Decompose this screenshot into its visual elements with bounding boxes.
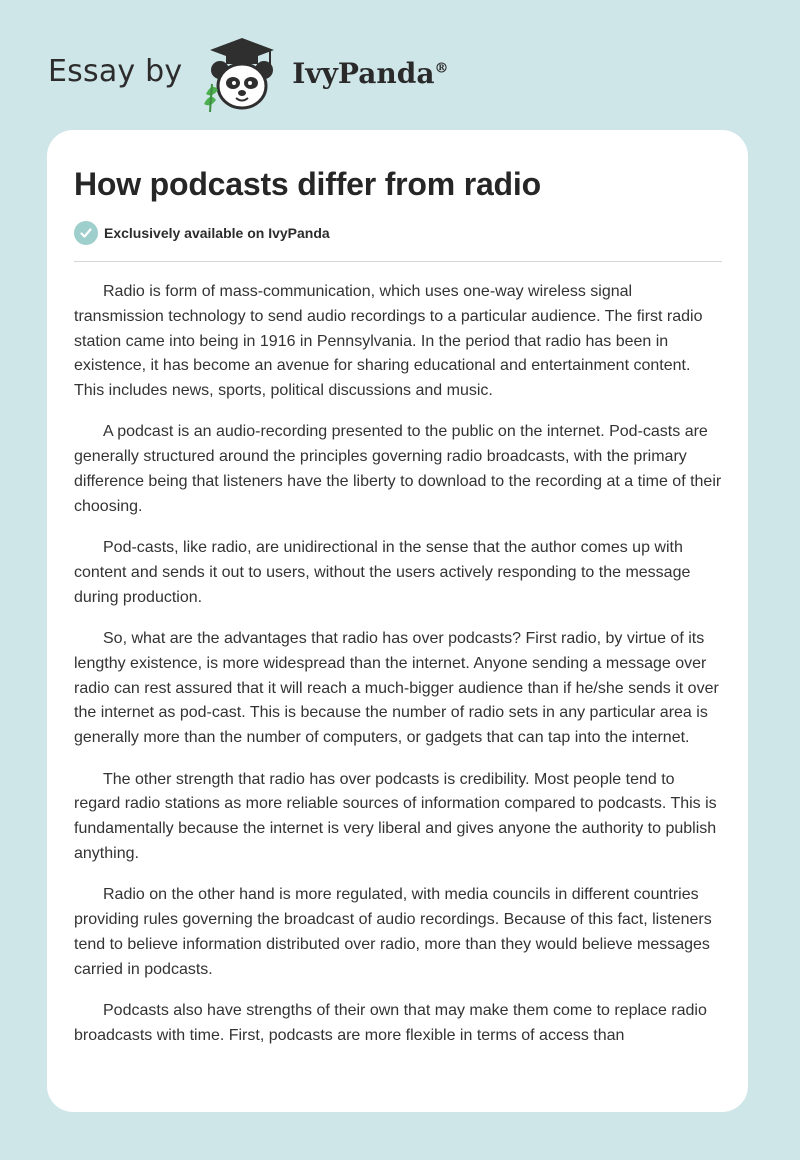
page-title: How podcasts differ from radio xyxy=(74,166,541,202)
trademark-symbol: ® xyxy=(434,60,449,77)
essay-by-label: Essay by xyxy=(48,53,183,89)
paragraph: Radio is form of mass-communication, which uses one-way wireless signal transmission technology to send audio recordings to a particular audience. The first radio station came into being in 1916 in Pennsylvania. In the period that radio has been in existence, it has become an avenue for sharing educational and entertainment content. This includes news, sports, political discussions and music. xyxy=(74,283,703,400)
essay-body xyxy=(74,280,724,1065)
paragraph: Pod-casts, like radio, are unidirectional in the sense that the author comes up with content and sends it out to users, without the users actively responding to the message during production. xyxy=(74,539,691,606)
paragraph: So, what are the advantages that radio has over podcasts? First radio, by virtue of its lengthy existence, is more widespread than the internet. Anyone sending a message over radio can rest assured that it will reach a much-bigger audience than if he/she sends it over the internet as pod-cast. This is because the number of radio sets in any particular area is generally more than the number of computers, or gadgets that can tap into the internet. xyxy=(74,630,719,747)
paragraph: The other strength that radio has over podcasts is credibility. Most people tend to regard radio stations as more reliable sources of information compared to podcasts. This is fundamentally because the internet is very liberal and gives anyone the authority to publish anything. xyxy=(74,770,717,862)
essay-card xyxy=(47,130,748,1112)
panda-graduate-icon[interactable] xyxy=(196,34,288,114)
exclusive-badge-text: Exclusively available on IvyPanda xyxy=(104,225,330,241)
paragraph: A podcast is an audio-recording presented to the public on the internet. Pod-casts are generally structured around the principles governing radio broadcasts, with the primary difference being that listeners have the liberty to download to the recording at a time of their choosing. xyxy=(74,423,722,515)
paragraph: Radio on the other hand is more regulated, with media councils in different countries providing rules governing the broadcast of audio recordings. Because of this fact, listeners tend to believe information distributed over radio, more than they would believe messages carried in podcasts. xyxy=(74,886,712,978)
check-circle-icon xyxy=(74,221,98,245)
site-header xyxy=(48,34,448,114)
exclusive-badge xyxy=(74,221,330,245)
brand-name[interactable]: IvyPanda® xyxy=(292,56,449,90)
divider xyxy=(74,261,722,262)
paragraph: Podcasts also have strengths of their own that may make them come to replace radio broadcasts with time. First, podcasts are more flexible in terms of access than xyxy=(74,1001,707,1044)
